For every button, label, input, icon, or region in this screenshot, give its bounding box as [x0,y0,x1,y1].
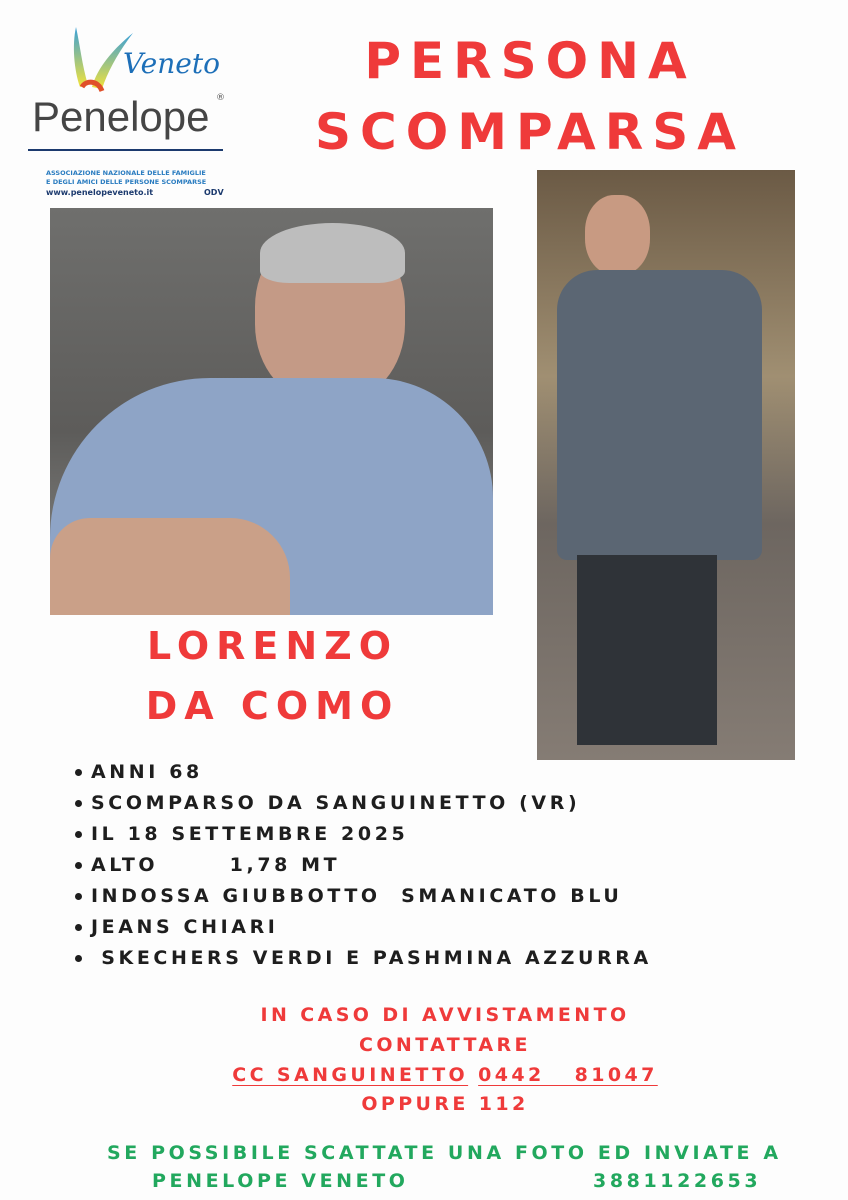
bullet-icon [75,955,82,962]
bullet-icon [75,924,82,931]
contact-line-4: OPPURE 112 [361,1093,529,1115]
detail-location: SCOMPARSO DA SANGUINETTO (VR) [75,788,652,819]
contact-phone[interactable]: 0442 81047 [478,1064,658,1086]
bullet-icon [75,769,82,776]
penelope-veneto-logo: Veneto Penelope ® ASSOCIAZIONE NAZIONALE DELLE FAMIGLIE E DEGLI AMICI DELLE PERSONE SCOMPARSE www.penelopeveneto.it ODV [28,25,233,200]
footer-line-1: SE POSSIBILE SCATTATE UNA FOTO ED INVIATE A [107,1142,782,1164]
logo-script-word: Veneto [123,47,220,80]
footer-phone[interactable]: 3881122653 [593,1170,762,1192]
title-line-2: SCOMPARSA [315,103,745,161]
full-body-photo [537,170,795,760]
logo-brand: Penelope ® [28,87,233,157]
bullet-icon [75,831,82,838]
person-first-name: LORENZO [146,624,399,668]
portrait-photo [50,208,493,615]
bullet-icon [75,893,82,900]
person-last-name: DA COMO [145,684,400,728]
detail-shoes-scarf: SKECHERS VERDI E PASHMINA AZZURRA [75,943,652,974]
contact-authority: CC SANGUINETTO [232,1064,469,1086]
detail-jeans: JEANS CHIARI [75,912,652,943]
contact-line-3 [0,1060,848,1090]
contact-line-1: IN CASO DI AVVISTAMENTO [260,1004,630,1026]
contact-line-2: CONTATTARE [359,1034,531,1056]
detail-age: ANNI 68 [75,757,652,788]
logo-website: www.penelopeveneto.it [46,188,154,197]
detail-height: ALTO 1,78 MT [75,850,652,881]
bullet-icon [75,862,82,869]
title-line-1: PERSONA [364,32,696,90]
details-list [75,757,652,974]
detail-jacket: INDOSSA GIUBBOTTO SMANICATO BLU [75,881,652,912]
footer-org: PENELOPE VENETO [152,1170,409,1192]
bullet-icon [75,800,82,807]
detail-date: IL 18 SETTEMBRE 2025 [75,819,652,850]
